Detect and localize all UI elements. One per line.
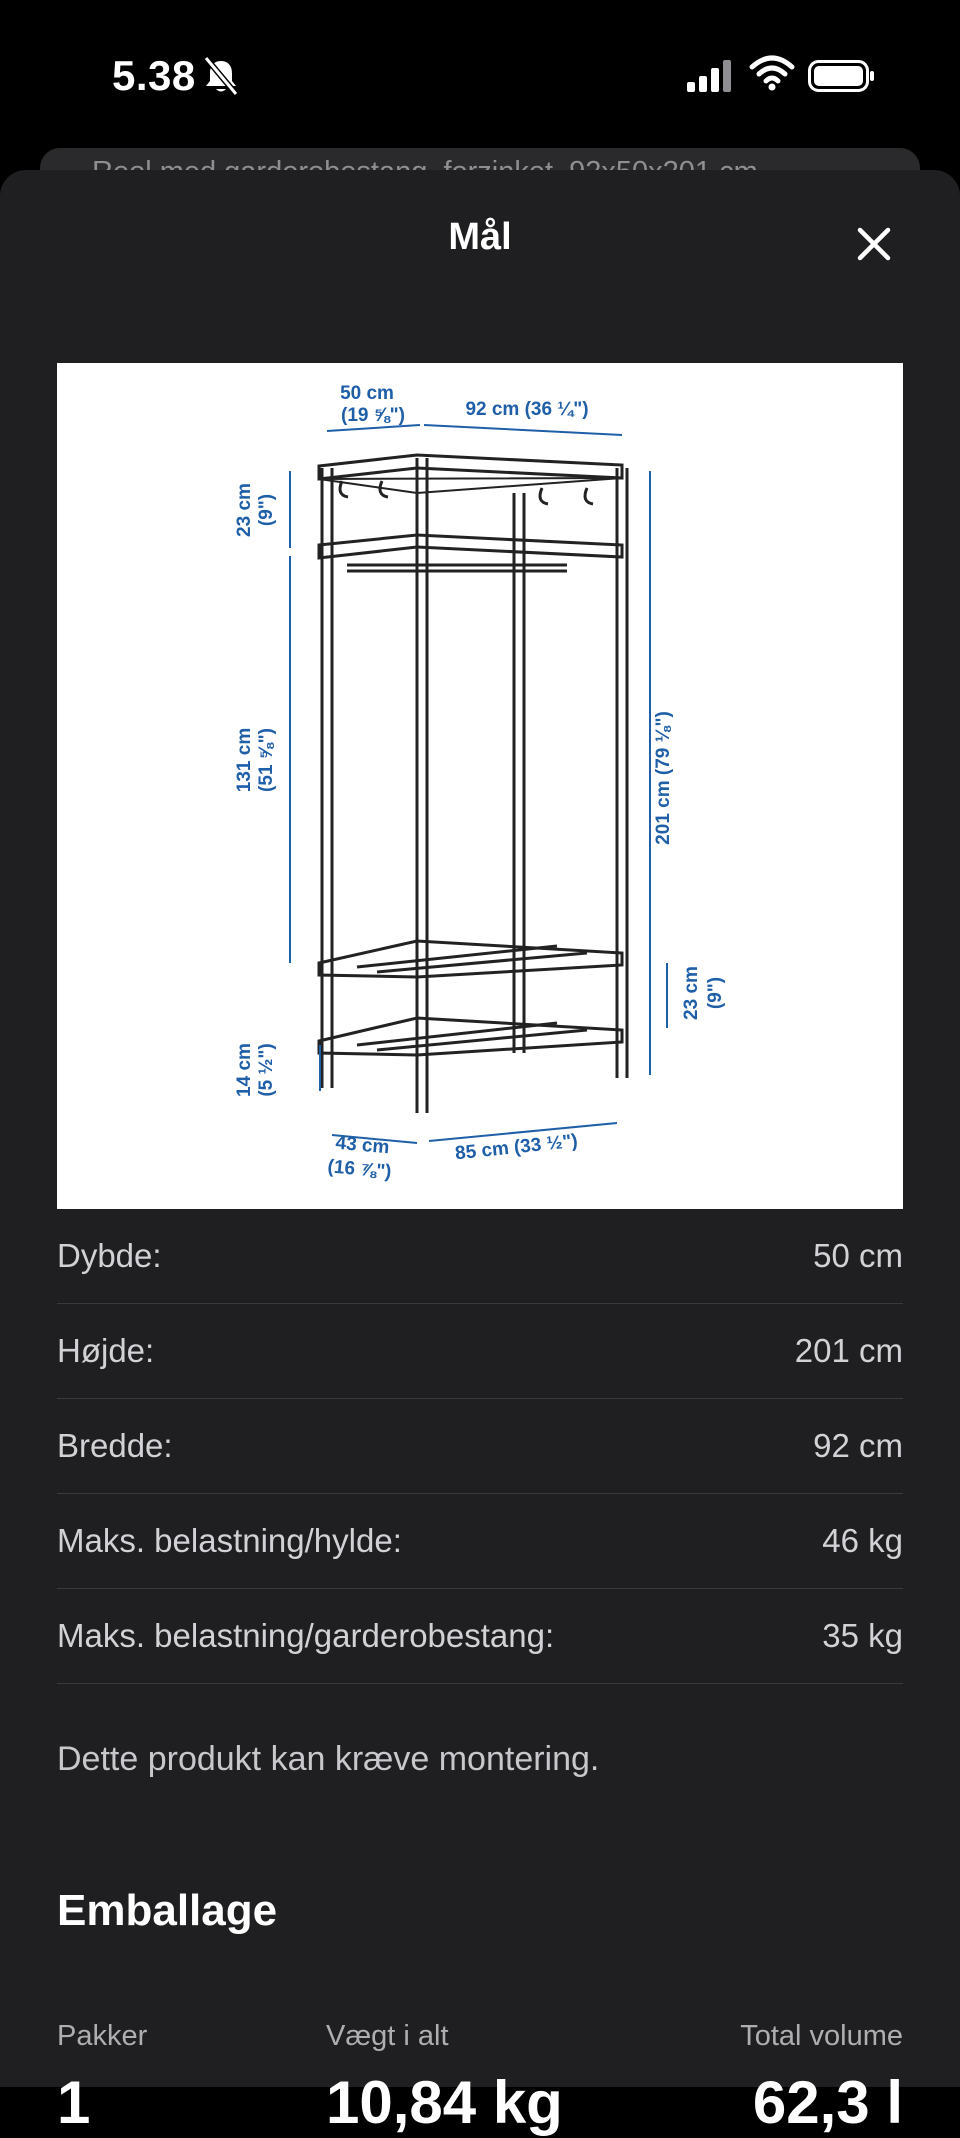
volume-column-header: Total volume xyxy=(740,2020,903,2052)
spec-row-max-load-shelf xyxy=(57,1494,903,1589)
spec-label: Dybde: xyxy=(57,1237,162,1274)
packages-value: 1 xyxy=(57,2069,91,2136)
battery-icon xyxy=(808,60,876,97)
dim-top-gap: 23 cm xyxy=(234,483,255,537)
weight-column-header: Vægt i alt xyxy=(326,2020,449,2052)
dim-lower-gap-in: (9") xyxy=(705,976,726,1010)
spec-label: Bredde: xyxy=(57,1427,173,1464)
spec-label: Maks. belastning/garderobestang: xyxy=(57,1617,555,1654)
dim-depth-top-in: (19 ⅝") xyxy=(341,405,405,426)
dim-top-gap-in: (9") xyxy=(256,493,277,527)
dim-lower-gap: 23 cm xyxy=(681,966,702,1020)
dimensions-sheet xyxy=(0,170,960,2136)
dim-width-bottom: 85 cm (33 ½") xyxy=(454,1130,579,1165)
status-bar xyxy=(0,0,960,150)
assembly-note: Dette produkt kan kræve montering. xyxy=(57,1740,600,1778)
spec-value: 50 cm xyxy=(813,1237,903,1274)
sheet-title: Mål xyxy=(448,216,512,258)
close-icon xyxy=(850,220,898,268)
spec-label: Maks. belastning/hylde: xyxy=(57,1522,402,1559)
shelf-drawing xyxy=(319,455,627,1113)
spec-value: 201 cm xyxy=(794,1332,903,1369)
spec-row-width xyxy=(57,1399,903,1494)
spec-value: 46 kg xyxy=(822,1522,903,1559)
status-time: 5.38 xyxy=(112,52,196,99)
wifi-icon xyxy=(750,55,794,96)
weight-value: 10,84 kg xyxy=(326,2069,563,2136)
dim-bottom-gap: 14 cm xyxy=(234,1043,255,1097)
dim-depth-top: 50 cm xyxy=(340,383,394,404)
dim-bottom-gap-in: (5 ½") xyxy=(256,1043,277,1097)
spec-row-depth xyxy=(57,1209,903,1304)
dim-width-top: 92 cm (36 ¼") xyxy=(465,399,589,420)
dimension-diagram xyxy=(57,363,903,1209)
bell-muted-icon xyxy=(202,56,240,101)
close-button[interactable] xyxy=(850,220,898,268)
spec-value: 35 kg xyxy=(822,1617,903,1654)
spec-row-height xyxy=(57,1304,903,1399)
spec-value: 92 cm xyxy=(813,1427,903,1464)
dim-middle-gap: 131 cm xyxy=(234,727,255,793)
volume-value: 62,3 l xyxy=(752,2069,903,2136)
spec-label: Højde: xyxy=(57,1332,155,1369)
cellular-signal-icon xyxy=(686,60,734,97)
dim-middle-gap-in: (51 ⅝") xyxy=(256,728,277,792)
dim-depth-bottom-in: (16 ⅞") xyxy=(326,1156,393,1183)
dim-height: 201 cm (79 ⅛") xyxy=(653,711,674,845)
dimension-list xyxy=(57,1209,903,1684)
dim-depth-bottom: 43 cm xyxy=(334,1132,391,1159)
spec-row-max-load-rail xyxy=(57,1589,903,1684)
packages-column-header: Pakker xyxy=(57,2020,148,2052)
packaging-heading: Emballage xyxy=(57,1886,278,1935)
